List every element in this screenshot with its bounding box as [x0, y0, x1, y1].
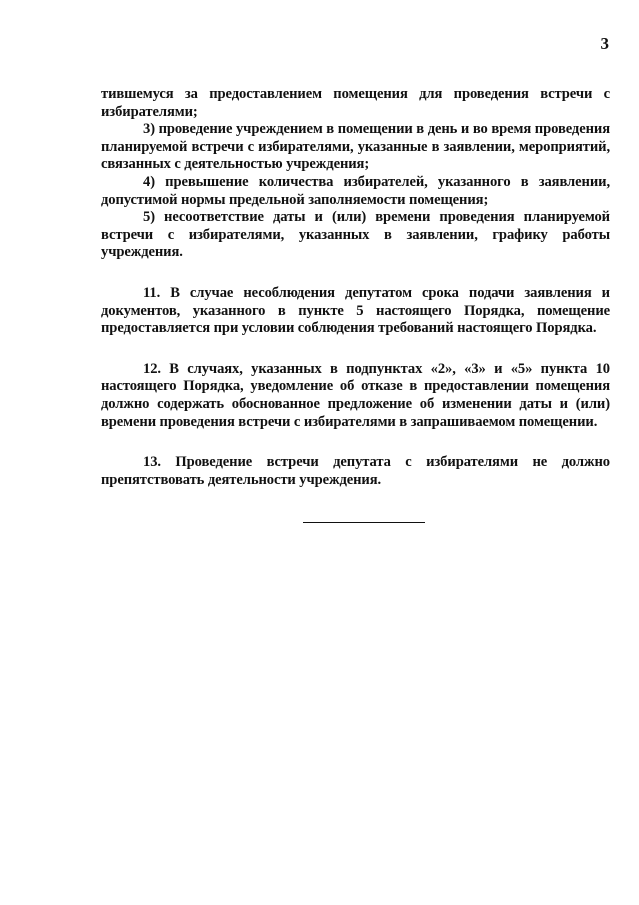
clause-13: 13. Проведение встречи депутата с избирателями не должно препятствовать деятельности учреждения. — [101, 454, 610, 488]
clause-12: 12. В случаях, указанных в подпунктах «2», «3» и «5» пункта 10 настоящего Порядка, уведомление об отказе в предоставлении помещения должно содержать обоснованное предложение об изменении даты и (или) времени проведения встречи с избирателями в запрашиваемом помещении. — [101, 360, 610, 430]
page-number: 3 — [600, 34, 609, 53]
continuation-paragraph: тившемуся за предоставлением помещения для проведения встречи с избирателями; — [101, 86, 610, 120]
document-body — [101, 86, 610, 489]
list-item-5: 5) несоответствие даты и (или) времени проведения планируемой встречи с избирателями, указанных в заявлении, графику работы учреждения. — [101, 209, 610, 261]
list-item-4: 4) превышение количества избирателей, указанного в заявлении, допустимой нормы предельной заполняемости помещения; — [101, 173, 610, 208]
clause-11: 11. В случае несоблюдения депутатом срока подачи заявления и документов, указанного в пункте 5 настоящего Порядка, помещение предоставляется при условии соблюдения требований настоящего Порядка. — [101, 284, 610, 337]
end-of-document-rule — [303, 522, 425, 523]
list-item-3: 3) проведение учреждением в помещении в день и во время проведения планируемой встречи с избирателями, указанные в заявлении, мероприятий, связанных с деятельностью учреждения; — [101, 121, 610, 173]
